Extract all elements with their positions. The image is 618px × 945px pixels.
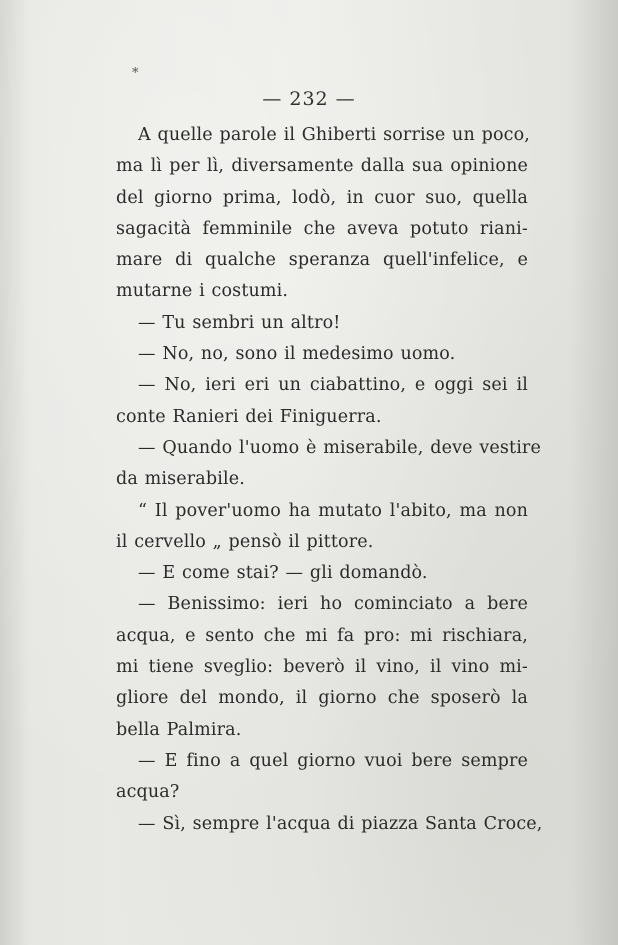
text-line: mi tiene sveglio: beverò il vino, il vino mi- [116, 657, 528, 678]
text-line: — No, no, sono il medesimo uomo. [138, 344, 456, 365]
text-line: mutarne i costumi. [116, 281, 289, 302]
text-line: acqua, e sento che mi fa pro: mi rischiara, [116, 625, 528, 646]
text-line: conte Ranieri dei Finiguerra. [116, 406, 382, 427]
text-line: gliore del mondo, il giorno che sposerò la [116, 688, 528, 709]
text-line: “ Il pover'uomo ha mutato l'abito, ma non [138, 500, 528, 521]
text-line: il cervello „ pensò il pittore. [116, 531, 374, 552]
text-line: ma lì per lì, diversamente dalla sua opinione [116, 156, 528, 177]
text-line: mare di qualche speranza quell'infelice, e [116, 250, 528, 271]
ink-speck-mark: * [132, 66, 139, 81]
text-line: — E come stai? — gli domandò. [138, 563, 428, 584]
text-line: del giorno prima, lodò, in cuor suo, quella [116, 187, 528, 208]
text-line: acqua? [116, 782, 180, 803]
text-line: — Sì, sempre l'acqua di piazza Santa Croce, [138, 813, 543, 834]
page-number: — 232 — [262, 88, 356, 110]
text-line: sagacità femminile che aveva potuto riani- [116, 218, 528, 239]
text-line: bella Palmira. [116, 719, 242, 740]
text-line: — Tu sembri un altro! [138, 312, 341, 333]
text-line: — Benissimo: ieri ho cominciato a bere [138, 594, 528, 615]
text-line: da miserabile. [116, 469, 245, 490]
text-line: — No, ieri eri un ciabattino, e oggi sei il [138, 375, 528, 396]
text-line: A quelle parole il Ghiberti sorrise un poco, [138, 125, 531, 145]
text-line: — E fino a quel giorno vuoi bere sempre [138, 750, 528, 771]
body-text [116, 120, 543, 840]
text-line: — Quando l'uomo è miserabile, deve vestire [138, 437, 541, 458]
